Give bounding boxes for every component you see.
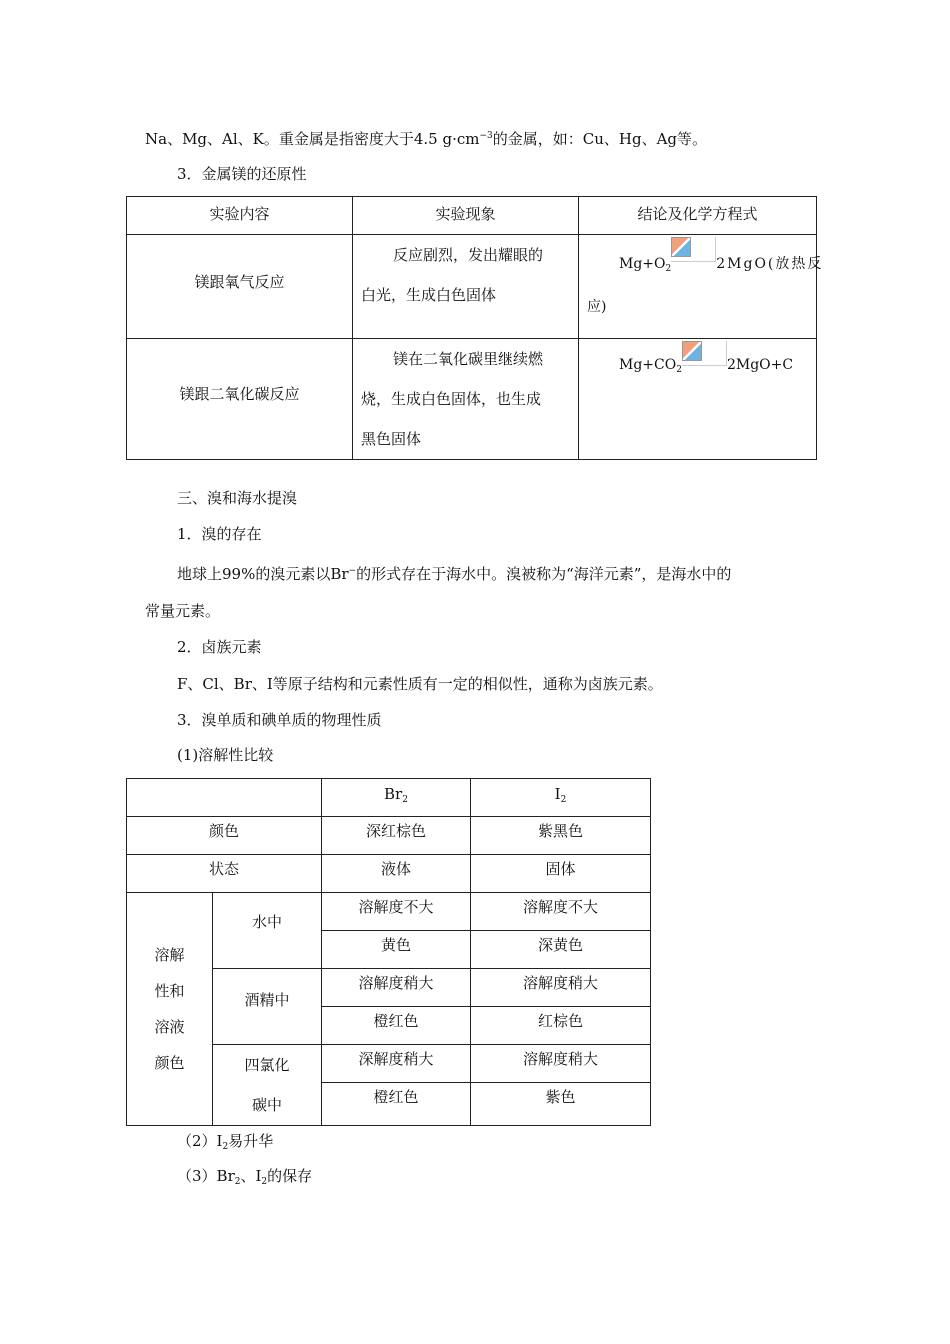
water-br2-color: 黄色 xyxy=(322,931,471,969)
superscript: −3 xyxy=(479,131,493,141)
alcohol-i2-solubility: 溶解度稍大 xyxy=(471,969,651,1007)
row2-content: 镁跟二氧化碳反应 xyxy=(127,339,353,460)
note-3: $(3)Br_2$、$I_2$的保存 xyxy=(177,1167,313,1187)
alcohol-br2-solubility: 溶解度稍大 xyxy=(322,969,471,1007)
image-placeholder-icon xyxy=(682,341,702,361)
ccl4-br2-solubility: 深解度稍大 xyxy=(322,1045,471,1083)
header-i2: $I_2$ xyxy=(471,779,651,817)
intro-text-2: 的金属，如：Cu、Hg、Ag等。 xyxy=(492,130,708,148)
water-br2-solubility: 溶解度不大 xyxy=(322,893,471,931)
water-i2-color: 深黄色 xyxy=(471,931,651,969)
halogen-paragraph: F、Cl、Br、I等原子结构和元素性质有一定的相似性，通称为卤族元素。 xyxy=(177,675,663,693)
bromine-s3: 3．溴单质和碘单质的物理性质 xyxy=(177,711,382,729)
header-phenomenon: 实验现象 xyxy=(353,197,579,235)
magnesium-table xyxy=(126,196,824,460)
ccl4-label: 四氯化 碳中 xyxy=(213,1045,322,1126)
section-3-title: 3．金属镁的还原性 xyxy=(177,165,307,183)
intro-text-1: Na、Mg、Al、K。重金属是指密度大于4.5 g·cm xyxy=(145,130,480,148)
header-content: 实验内容 xyxy=(127,197,353,235)
water-i2-solubility: 溶解度不大 xyxy=(471,893,651,931)
color-br2: 深红棕色 xyxy=(322,817,471,855)
state-i2: 固体 xyxy=(471,855,651,893)
intro-paragraph xyxy=(145,126,707,149)
state-br2: 液体 xyxy=(322,855,471,893)
row2-phenomenon: 镁在二氧化碳里继续燃 烧，生成白色固体，也生成 黑色固体 xyxy=(353,339,579,460)
alcohol-label: 酒精中 xyxy=(213,969,322,1045)
image-placeholder-icon xyxy=(671,237,691,257)
row1-phenomenon: 反应剧烈，发出耀眼的 白光，生成白色固体 xyxy=(353,235,579,339)
reaction-arrow xyxy=(682,341,727,366)
alcohol-br2-color: 橙红色 xyxy=(322,1007,471,1045)
row2-equation: $Mg+CO_2$ 2MgO+C xyxy=(579,339,817,460)
note-2: $(2)I_2$易升华 xyxy=(177,1132,274,1152)
blank-header xyxy=(127,779,322,817)
ccl4-i2-color: 紫色 xyxy=(471,1083,651,1126)
color-i2: 紫黑色 xyxy=(471,817,651,855)
bromine-paragraph-cont: 常量元素。 xyxy=(145,602,221,620)
row1-equation: $Mg+O_2$ 2MgO(放热反 应) xyxy=(579,235,817,339)
bromine-s2: 2．卤族元素 xyxy=(177,638,262,656)
header-conclusion: 结论及化学方程式 xyxy=(579,197,817,235)
solubility-group-label: 溶解 性和 溶液 颜色 xyxy=(127,893,213,1126)
ccl4-br2-color: 橙红色 xyxy=(322,1083,471,1126)
color-label: 颜色 xyxy=(127,817,322,855)
alcohol-i2-color: 红棕色 xyxy=(471,1007,651,1045)
header-br2: $Br_2$ xyxy=(322,779,471,817)
water-label: 水中 xyxy=(213,893,322,969)
ccl4-i2-solubility: 溶解度稍大 xyxy=(471,1045,651,1083)
bromine-paragraph: 地球上99%的溴元素以Br−的形式存在于海水中。溴被称为“海洋元素”，是海水中的 xyxy=(177,565,732,583)
row1-content: 镁跟氧气反应 xyxy=(127,235,353,339)
bromine-s3-1: (1)溶解性比较 xyxy=(177,746,274,764)
bromine-s1: 1．溴的存在 xyxy=(177,525,262,543)
reaction-arrow xyxy=(671,237,716,262)
state-label: 状态 xyxy=(127,855,322,893)
solubility-table xyxy=(126,778,651,1126)
bromine-heading: 三、溴和海水提溴 xyxy=(177,489,298,507)
